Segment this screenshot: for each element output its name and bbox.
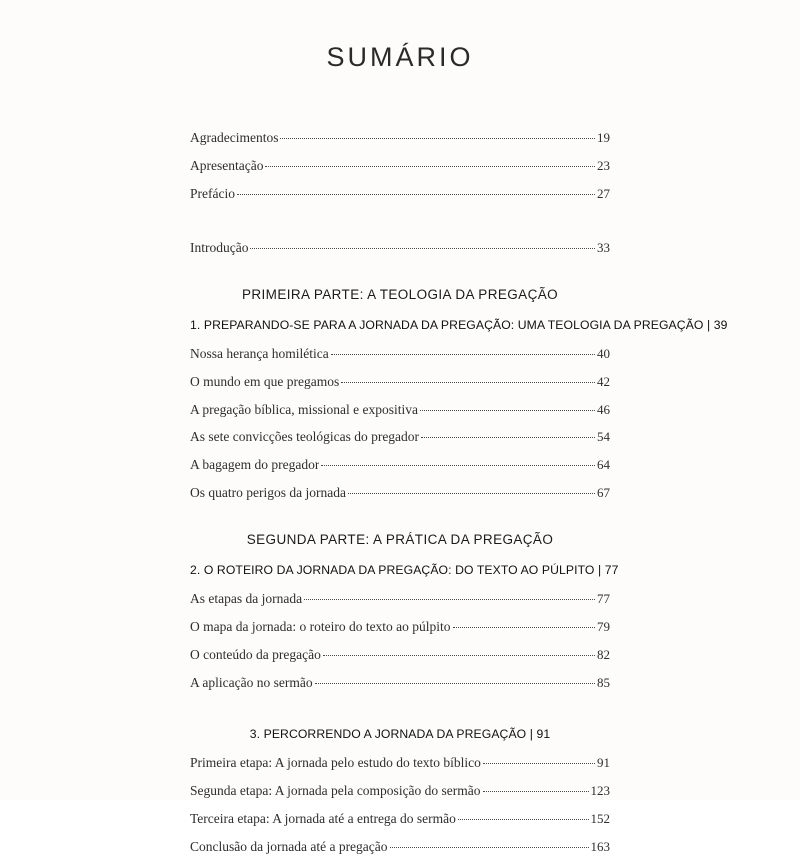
spacer xyxy=(190,701,610,727)
leader-dots xyxy=(315,682,595,684)
leader-dots xyxy=(304,598,595,600)
toc-entry[interactable] xyxy=(190,400,610,421)
front-matter-list xyxy=(190,128,610,259)
chapter-entry-list xyxy=(190,344,610,505)
leader-dots xyxy=(420,409,595,411)
toc-entry-label: As sete convicções teológicas do pregador xyxy=(190,429,420,445)
toc-entry-page: 23 xyxy=(597,157,610,173)
toc-entry-label: O mapa da jornada: o roteiro do texto ao púlpito xyxy=(190,619,451,635)
toc-entry[interactable] xyxy=(190,238,610,259)
leader-dots xyxy=(421,436,595,438)
leader-dots xyxy=(265,165,595,167)
chapter-entry-list xyxy=(190,589,610,694)
toc-entry-page: 27 xyxy=(597,185,610,201)
toc-entry[interactable] xyxy=(190,837,610,858)
toc-container xyxy=(190,0,728,854)
toc-entry-label: Prefácio xyxy=(190,185,235,201)
toc-entry-page: 40 xyxy=(597,345,610,361)
leader-dots xyxy=(237,193,595,195)
toc-entry-page: 42 xyxy=(597,373,610,389)
leader-dots xyxy=(483,790,589,792)
toc-entry[interactable] xyxy=(190,372,610,393)
toc-entry-page: 91 xyxy=(597,754,610,770)
toc-entry[interactable] xyxy=(190,645,610,666)
toc-entry-page: 54 xyxy=(597,429,610,445)
toc-entry[interactable] xyxy=(190,455,610,476)
toc-entry-page: 64 xyxy=(597,457,610,473)
toc-entry-label: Terceira etapa: A jornada até a entrega do sermão xyxy=(190,810,456,826)
chapter-entry-list xyxy=(190,753,610,858)
toc-entry-page: 123 xyxy=(590,782,610,798)
leader-dots xyxy=(390,846,589,848)
chapter-heading[interactable]: 1. PREPARANDO-SE PARA A JORNADA DA PREGAÇÃO: UMA TEOLOGIA DA PREGAÇÃO | 39 xyxy=(190,317,728,332)
toc-entry-label: A aplicação no sermão xyxy=(190,674,313,690)
toc-entry[interactable] xyxy=(190,344,610,365)
toc-entry[interactable] xyxy=(190,673,610,694)
chapter-heading[interactable]: 3. PERCORRENDO A JORNADA DA PREGAÇÃO | 91 xyxy=(249,726,551,741)
toc-entry-page: 82 xyxy=(597,647,610,663)
toc-entry-label: Nossa herança homilética xyxy=(190,345,329,361)
toc-entry-label: Conclusão da jornada até a pregação xyxy=(190,838,388,854)
toc-entry-page: 19 xyxy=(597,130,610,145)
page-title: SUMÁRIO xyxy=(326,42,474,72)
part-heading: SEGUNDA PARTE: A PRÁTICA DA PREGAÇÃO xyxy=(246,532,554,548)
toc-entry-label: Primeira etapa: A jornada pelo estudo do texto bíblico xyxy=(190,754,481,770)
toc-entry[interactable] xyxy=(190,753,610,774)
part-section xyxy=(190,286,728,505)
toc-entry-page: 163 xyxy=(590,838,610,854)
toc-entry-label: O mundo em que pregamos xyxy=(190,373,340,389)
leader-dots xyxy=(280,137,595,139)
toc-entry-label: A bagagem do pregador xyxy=(190,457,320,473)
part-section xyxy=(190,532,619,857)
leader-dots xyxy=(323,654,595,656)
toc-entry-page: 67 xyxy=(597,485,610,501)
leader-dots xyxy=(453,626,595,628)
part-heading: PRIMEIRA PARTE: A TEOLOGIA DA PREGAÇÃO xyxy=(241,286,559,302)
toc-entry-label: Introdução xyxy=(190,239,249,255)
toc-entry-page: 85 xyxy=(597,674,610,690)
toc-entry-label: Segunda etapa: A jornada pela composição do sermão xyxy=(190,782,481,798)
leader-dots xyxy=(321,464,595,466)
toc-entry[interactable] xyxy=(190,589,610,610)
toc-entry-page: 46 xyxy=(597,401,610,417)
spacer xyxy=(190,212,610,238)
leader-dots xyxy=(341,381,595,383)
leader-dots xyxy=(250,247,595,249)
chapter-heading[interactable]: 2. O ROTEIRO DA JORNADA DA PREGAÇÃO: DO TEXTO AO PÚLPITO | 77 xyxy=(190,563,619,578)
leader-dots xyxy=(458,818,589,820)
toc-entry-label: O conteúdo da pregação xyxy=(190,647,321,663)
toc-entry-label: Os quatro perigos da jornada xyxy=(190,485,346,501)
toc-entry-page: 77 xyxy=(597,591,610,607)
toc-entry[interactable] xyxy=(190,617,610,638)
toc-entry-page: 33 xyxy=(597,239,610,255)
toc-entry-page: 79 xyxy=(597,619,610,635)
leader-dots xyxy=(483,762,595,764)
toc-entry-page: 152 xyxy=(590,810,610,826)
toc-entry[interactable] xyxy=(190,128,610,149)
toc-entry[interactable] xyxy=(190,156,610,177)
toc-entry[interactable] xyxy=(190,483,610,504)
toc-entry-label: A pregação bíblica, missional e expositiva xyxy=(190,401,418,417)
leader-dots xyxy=(331,353,595,355)
toc-entry[interactable] xyxy=(190,809,610,830)
toc-entry[interactable] xyxy=(190,184,610,205)
leader-dots xyxy=(348,492,595,494)
toc-entry[interactable] xyxy=(190,781,610,802)
toc-entry-label: Agradecimentos xyxy=(190,130,279,145)
toc-entry[interactable] xyxy=(190,427,610,448)
toc-entry-label: As etapas da jornada xyxy=(190,591,303,607)
toc-entry-label: Apresentação xyxy=(190,157,264,173)
